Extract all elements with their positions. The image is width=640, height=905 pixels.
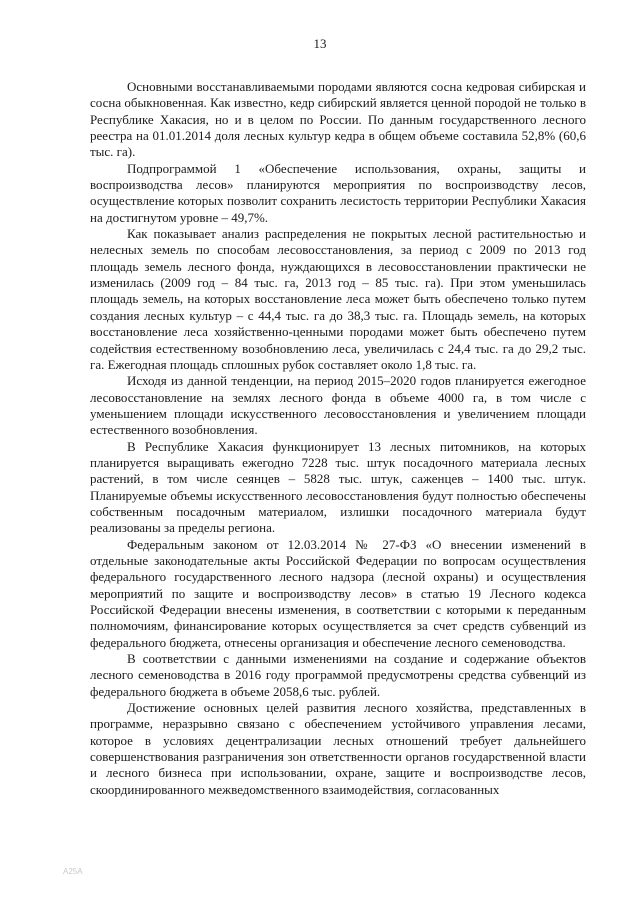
page-number: 13 [313,36,327,51]
document-body [90,79,586,798]
paragraph-3: Как показывает анализ распределения не покрытых лесной растительностью и нелесных земель по способам лесовосстановления, за период с 2009 по 2013 год площадь земель лесного фонда, нуждающихся в лесовосстановлении практически не изменилась (2009 год – 84 тыс. га, 2013 год – 85 тыс. га). При этом уменьшилась площадь земель, на которых восстановление леса может быть обеспечено только путем создания лесных культур – с 44,4 тыс. га до 38,3 тыс. га. Площадь земель, на которых восстановление леса хозяйственно-ценными породами может быть обеспечено путем содействия естественному возобновлению леса, увеличилась с 24,4 тыс. га до 29,2 тыс. га. Ежегодная площадь сплошных рубок составляет около 1,8 тыс. га. [90,226,586,372]
paragraph-7: В соответствии с данными изменениями на создание и содержание объектов лесного семеноводства в 2016 году программой предусмотрены средства субвенций из федерального бюджета в объеме 2058,6 тыс. рублей. [90,651,586,699]
paragraph-5: В Республике Хакасия функционирует 13 лесных питомников, на которых планируется выращивать ежегодно 7228 тыс. штук посадочного материала лесных растений, в том числе сеянцев – 5828 тыс. штук, саженцев – 1400 тыс. штук. Планируемые объемы искусственного лесовосстановления будут полностью обеспечены собственным посадочным материалом, излишки посадочного материала будут реализованы за пределы региона. [90,438,586,536]
paragraph-1: Основными восстанавливаемыми породами являются сосна кедровая сибирская и сосна обыкновенная. Как известно, кедр сибирский является ценной породой не только в Республике Хакасия, но и в целом по России. По данным государственного лесного реестра на 01.01.2014 доля лесных культур кедра в общем объеме составила 52,8% (60,6 тыс. га). [90,79,586,160]
footer-mark: А25А [63,867,83,876]
paragraph-2: Подпрограммой 1 «Обеспечение использования, охраны, защиты и воспроизводства лесов» планируются мероприятия по воспроизводству лесов, осуществление которых позволит сохранить лесистость территории Республики Хакасия на достигнутом уровне – 49,7%. [90,160,586,225]
paragraph-4: Исходя из данной тенденции, на период 2015–2020 годов планируется ежегодное лесовосстановление на землях лесного фонда в объеме 4000 га, в том числе с уменьшением площади искусственного лесовосстановления и увеличением площади естественного возобновления. [90,373,586,438]
paragraph-8: Достижение основных целей развития лесного хозяйства, представленных в программе, неразрывно связано с обеспечением устойчивого управления лесами, которое в условиях децентрализации лесных отношений требует дальнейшего совершенствования разграничения зон ответственности органов государственной власти и лесного бизнеса при использовании, охране, защите и воспроизводстве лесов, скоординированного межведомственного взаимодействия, согласованных [90,700,586,797]
paragraph-6: Федеральным законом от 12.03.2014 № 27-ФЗ «О внесении изменений в отдельные законодательные акты Российской Федерации по вопросам осуществления федерального государственного лесного надзора (лесной охраны) и осуществления мероприятий по защите и воспроизводству лесов» в статью 19 Лесного кодекса Российской Федерации внесены изменения, в соответствии с которыми к переданным полномочиям, финансирование которых осуществляется за счет средств субвенций из федерального бюджета, отнесены организация и обеспечение лесного семеноводства. [90,536,586,650]
